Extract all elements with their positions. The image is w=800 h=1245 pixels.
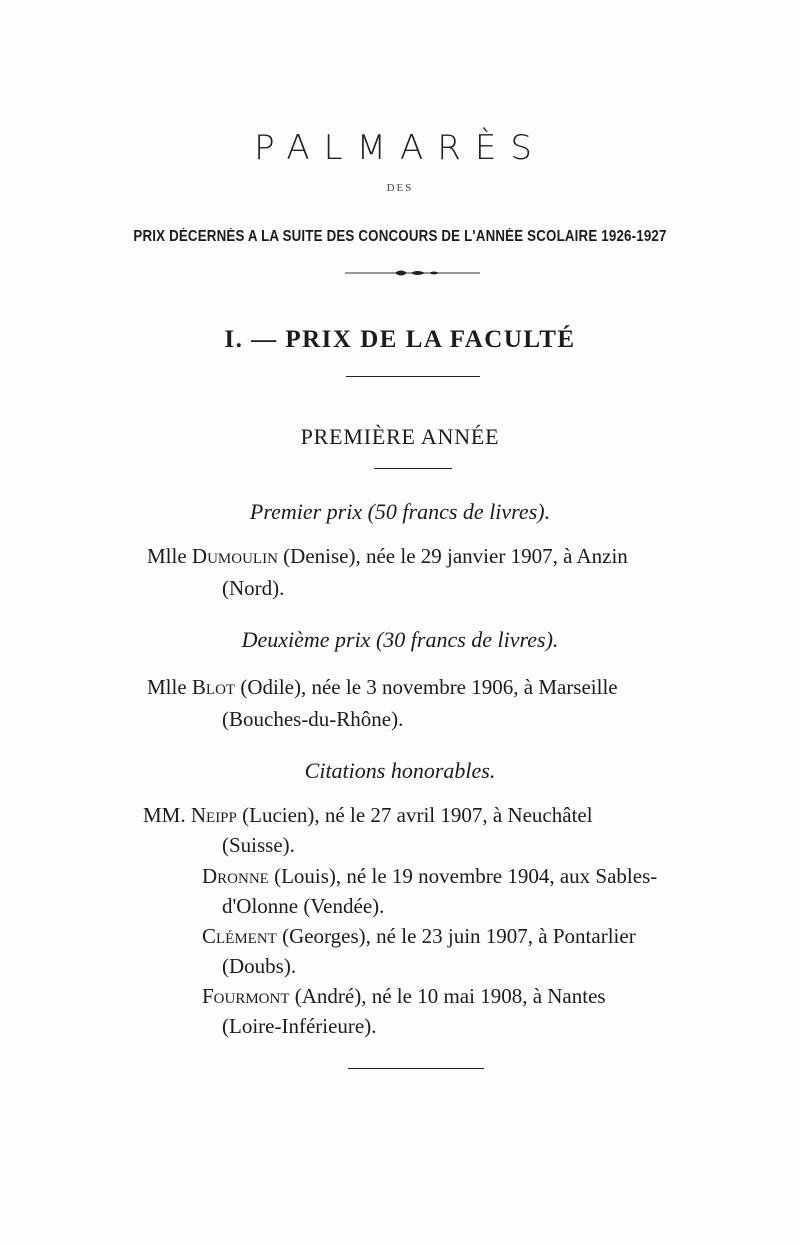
closing-rule <box>348 1068 484 1069</box>
citation-entry-continuation: (Suisse). <box>222 833 295 857</box>
laureate-entry-continuation: (Nord). <box>222 576 285 600</box>
citation-surname: Fourmont <box>202 984 290 1008</box>
citation-entry <box>202 924 636 949</box>
citation-surname: Neipp <box>190 803 237 827</box>
citation-entry-continuation: (Doubs). <box>222 954 297 978</box>
page-subtitle: PRIX DÉCERNÉS A LA SUITE DES CONCOURS DE L'ANNÉE SCOLAIRE 1926-1927 <box>133 228 667 245</box>
prize-heading: Premier prix (50 francs de livres). <box>249 499 551 524</box>
citation-details: (André), né le 10 mai 1908, à Nantes <box>294 984 606 1008</box>
laureate-surname: Dumoulin <box>191 544 278 568</box>
laureate-entry <box>147 544 628 569</box>
citation-entry <box>143 803 593 828</box>
entry-prefix: Mlle <box>147 675 187 699</box>
entry-prefix: Mlle <box>147 544 187 568</box>
citation-entry <box>202 864 657 889</box>
title-connector: DES <box>386 182 414 194</box>
citation-entry-continuation: d'Olonne (Vendée). <box>222 894 385 918</box>
entry-prefix: MM. <box>143 803 186 827</box>
year-heading: PREMIÈRE ANNÉE <box>300 424 500 449</box>
laureate-entry-continuation: (Bouches-du-Rhône). <box>222 707 404 731</box>
laureate-entry <box>147 675 618 700</box>
citation-entry-continuation: (Loire-Inférieure). <box>222 1014 377 1038</box>
page-title: PALMARÈS <box>254 128 546 168</box>
laureate-details: (Denise), née le 29 janvier 1907, à Anzin <box>283 544 628 568</box>
citation-details: (Georges), né le 23 juin 1907, à Pontarlier <box>282 924 636 948</box>
citations-heading: Citations honorables. <box>304 758 496 783</box>
citation-surname: Dronne <box>202 864 269 888</box>
section-rule <box>346 376 480 377</box>
prize-heading: Deuxième prix (30 francs de livres). <box>241 627 559 652</box>
citation-details: (Louis), né le 19 novembre 1904, aux Sables- <box>274 864 658 888</box>
laureate-details: (Odile), née le 3 novembre 1906, à Marseille <box>240 675 618 699</box>
year-rule <box>374 468 452 469</box>
section-heading: I. — PRIX DE LA FACULTÉ <box>224 326 576 353</box>
citation-surname: Clément <box>202 924 277 948</box>
ornament-divider <box>345 266 480 280</box>
citation-details: (Lucien), né le 27 avril 1907, à Neuchâtel <box>242 803 593 827</box>
laureate-surname: Blot <box>191 675 236 699</box>
citation-entry <box>202 984 606 1009</box>
